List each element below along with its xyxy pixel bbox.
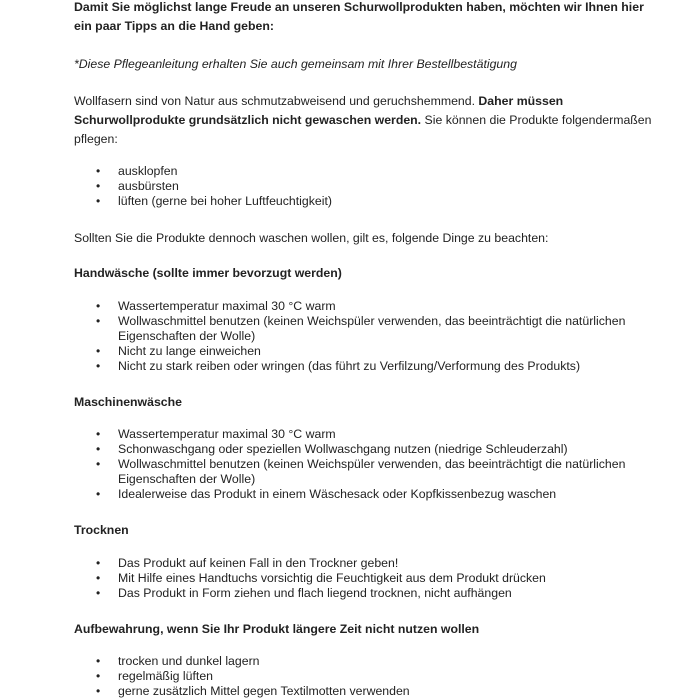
handwash-list bbox=[74, 299, 664, 374]
intro-paragraph-bold: Daher müssen Schurwollprodukte grundsätzlich nicht gewaschen werden. bbox=[74, 94, 564, 127]
wash-intro: Sollten Sie die Produkte dennoch waschen wollen, gilt es, folgende Dinge zu beachten: bbox=[74, 231, 549, 245]
care-list-item: • ausklopfen bbox=[74, 164, 664, 179]
storage-list bbox=[74, 654, 664, 699]
drying-list-item: • Das Produkt auf keinen Fall in den Trockner geben! bbox=[74, 556, 664, 571]
handwash-list-item: • Nicht zu lange einweichen bbox=[74, 344, 664, 359]
drying-list bbox=[74, 556, 664, 601]
intro-paragraph-part2: Sie können die Produkte folgendermaßen pflegen: bbox=[74, 113, 652, 146]
storage-list-item: • regelmäßig lüften bbox=[74, 669, 664, 684]
handwash-list-item: • Wollwaschmittel benutzen (keinen Weichspüler verwenden, das beeinträchtigt die natürlichen Eigenschaften der Wolle) bbox=[74, 314, 664, 344]
machinewash-list-item: • Wassertemperatur maximal 30 °C warm bbox=[74, 427, 664, 442]
intro-heading: Damit Sie möglichst lange Freude an unseren Schurwollprodukten haben, möchten wir Ihnen hier ein paar Tipps an die Hand geben: bbox=[74, 0, 644, 33]
machinewash-list-item: • Wollwaschmittel benutzen (keinen Weichspüler verwenden, das beeinträchtigt die natürlichen Eigenschaften der Wolle) bbox=[74, 457, 664, 487]
care-list-item: • lüften (gerne bei hoher Luftfeuchtigkeit) bbox=[74, 194, 664, 209]
storage-heading: Aufbewahrung, wenn Sie Ihr Produkt längere Zeit nicht nutzen wollen bbox=[74, 622, 480, 636]
machinewash-list-item: • Schonwaschgang oder speziellen Wollwaschgang nutzen (niedrige Schleuderzahl) bbox=[74, 442, 664, 457]
care-list-item: • ausbürsten bbox=[74, 179, 664, 194]
drying-list-item: • Mit Hilfe eines Handtuchs vorsichtig die Feuchtigkeit aus dem Produkt drücken bbox=[74, 571, 664, 586]
machinewash-list-item: • Idealerweise das Produkt in einem Wäschesack oder Kopfkissenbezug waschen bbox=[74, 487, 664, 502]
handwash-heading: Handwäsche (sollte immer bevorzugt werden) bbox=[74, 266, 342, 280]
machinewash-heading: Maschinenwäsche bbox=[74, 395, 182, 409]
handwash-list-item: • Wassertemperatur maximal 30 °C warm bbox=[74, 299, 664, 314]
drying-list-item: • Das Produkt in Form ziehen und flach liegend trocknen, nicht aufhängen bbox=[74, 586, 664, 601]
storage-list-item: • gerne zusätzlich Mittel gegen Textilmotten verwenden bbox=[74, 684, 664, 699]
handwash-list-item: • Nicht zu stark reiben oder wringen (das führt zu Verfilzung/Verformung des Produkts) bbox=[74, 359, 664, 374]
intro-paragraph-part1: Wollfasern sind von Natur aus schmutzabweisend und geruchshemmend. bbox=[74, 94, 479, 108]
drying-heading: Trocknen bbox=[74, 523, 129, 537]
care-list bbox=[74, 164, 664, 209]
machinewash-list bbox=[74, 427, 664, 502]
storage-list-item: • trocken und dunkel lagern bbox=[74, 654, 664, 669]
intro-note: *Diese Pflegeanleitung erhalten Sie auch gemeinsam mit Ihrer Bestellbestätigung bbox=[74, 57, 517, 71]
intro-paragraph bbox=[74, 92, 664, 149]
